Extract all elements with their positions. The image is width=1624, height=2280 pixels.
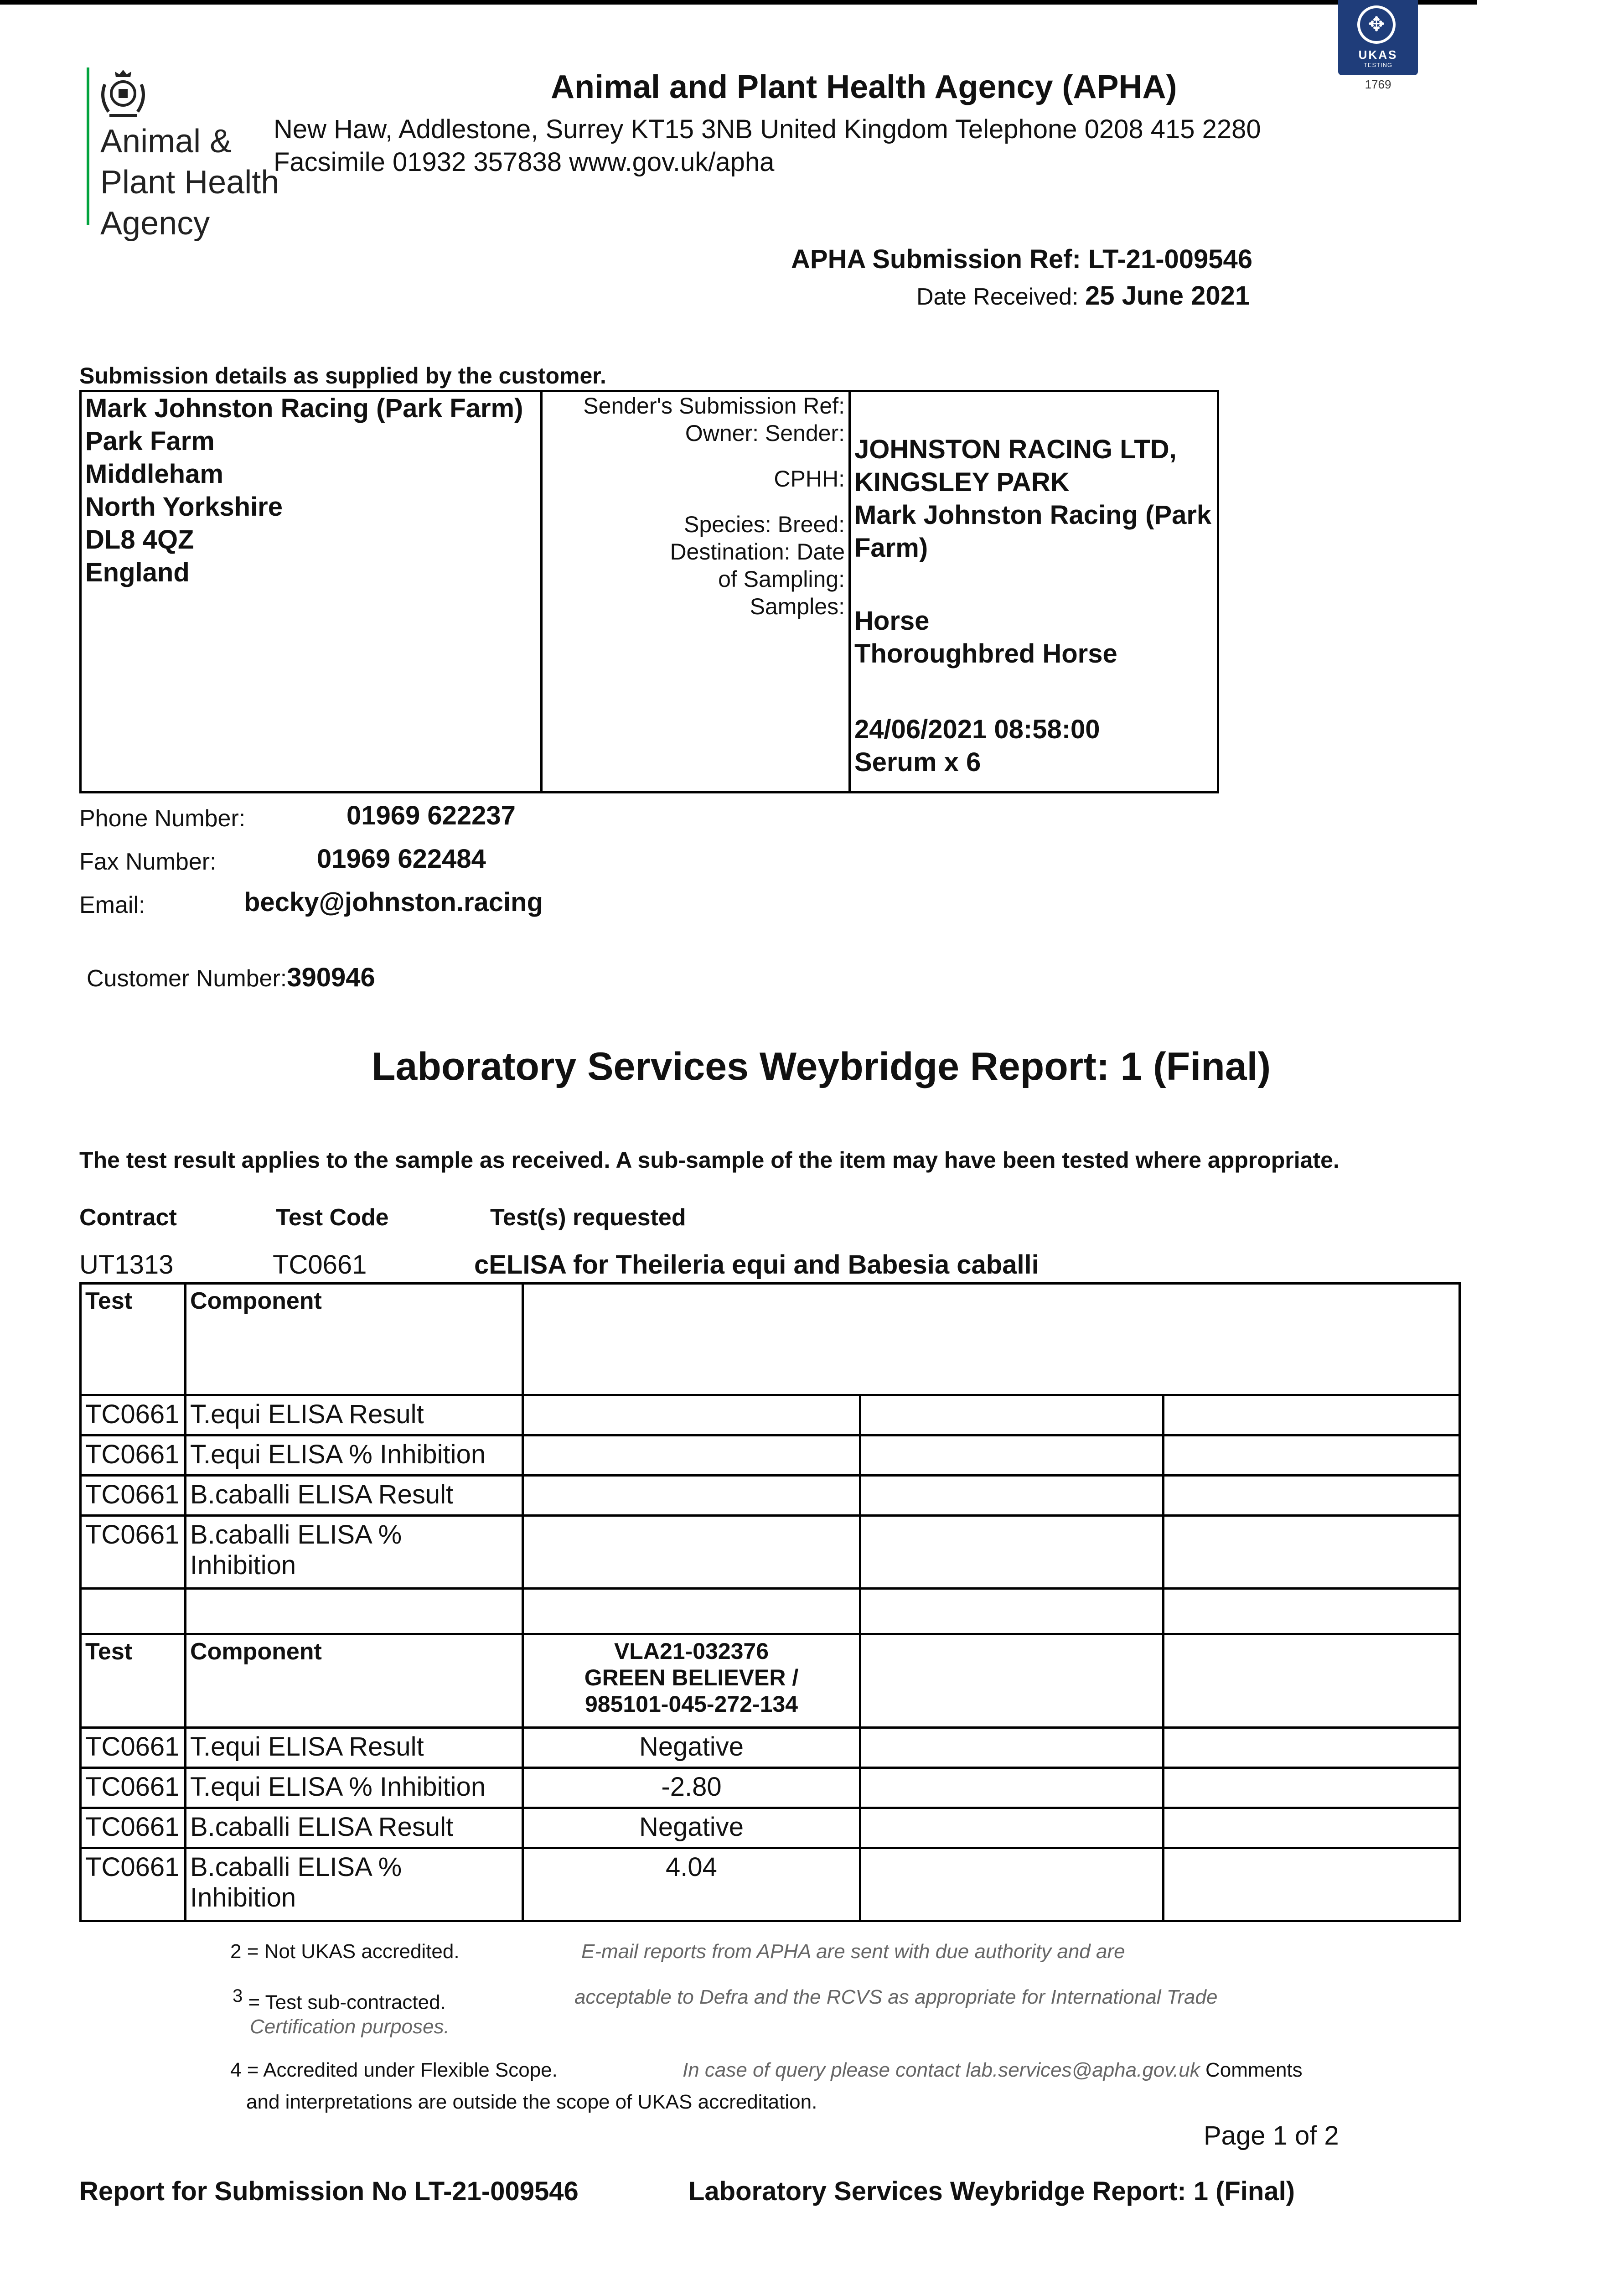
row-component: T.equi ELISA % Inhibition <box>186 1768 523 1808</box>
breed: Thoroughbred Horse <box>854 639 1117 668</box>
report-note: The test result applies to the sample as received. A sub-sample of the item may have been tested where appropriate. <box>79 1147 1340 1173</box>
result-cell <box>1164 1516 1460 1589</box>
result-cell <box>1164 1768 1460 1808</box>
result-cell <box>860 1728 1164 1768</box>
sample-name: GREEN BELIEVER / <box>584 1665 799 1690</box>
result-cell <box>523 1476 860 1516</box>
customer-value: 390946 <box>287 963 375 992</box>
result-cell <box>1164 1395 1460 1435</box>
submission-caption: Submission details as supplied by the customer. <box>79 363 606 389</box>
crown-icon: ✥ <box>1368 13 1385 36</box>
row-component: B.caballi ELISA Result <box>186 1808 523 1848</box>
result-cell <box>860 1395 1164 1435</box>
result-value: Negative <box>523 1728 860 1768</box>
spacer-cell <box>1164 1589 1460 1634</box>
result-cell <box>1164 1476 1460 1516</box>
result-value: Negative <box>523 1808 860 1848</box>
row-test: TC0661 <box>81 1476 186 1516</box>
date-received-label: Date Received: <box>916 284 1079 310</box>
date-received <box>916 280 1250 311</box>
sampling-date: 24/06/2021 08:58:00 <box>854 715 1100 744</box>
ukas-logo <box>1338 0 1418 75</box>
address-line: Mark Johnston Racing (Park Farm) <box>85 394 523 423</box>
address-line-2: Facsimile 01932 357838 www.gov.uk/apha <box>274 147 775 177</box>
logo-text <box>100 121 279 244</box>
label-owner-sender: Owner: Sender: <box>685 420 845 446</box>
row-test: TC0661 <box>81 1848 186 1921</box>
result-cell <box>1164 1728 1460 1768</box>
test-name: cELISA for Theileria equi and Babesia caballi <box>474 1250 1039 1280</box>
phone-label: Phone Number: <box>79 805 246 832</box>
logo-green-bar <box>87 67 89 225</box>
report-title: Laboratory Services Weybridge Report: 1 (Final) <box>372 1045 1271 1088</box>
sample-header-empty <box>860 1634 1164 1728</box>
species: Horse <box>854 606 930 636</box>
row-test: TC0661 <box>81 1395 186 1435</box>
address-line: Park Farm <box>85 426 215 456</box>
result-cell <box>523 1516 860 1589</box>
query-text: In case of query please contact lab.services@apha.gov.uk <box>683 2059 1200 2081</box>
row-component: B.caballi ELISA Result <box>186 1476 523 1516</box>
spacer-cell <box>186 1589 523 1634</box>
row-component: T.equi ELISA % Inhibition <box>186 1435 523 1476</box>
sample-id: VLA21-032376 <box>614 1638 769 1664</box>
ukas-number: 1769 <box>1365 78 1391 91</box>
page-number: Page 1 of 2 <box>1204 2121 1339 2150</box>
logo-line: Animal & <box>100 123 232 160</box>
address-line-1: New Haw, Addlestone, Surrey KT15 3NB United Kingdom Telephone 0208 415 2280 <box>274 114 1261 144</box>
note-subcontracted <box>233 1986 446 2014</box>
submission-values <box>850 391 1218 793</box>
result-cell <box>523 1395 860 1435</box>
label-cphh: CPHH: <box>774 466 845 492</box>
email-label: Email: <box>79 892 145 918</box>
ukas-word: UKAS <box>1358 48 1398 62</box>
header-test: Test <box>81 1634 186 1728</box>
note-3-number: 3 <box>233 1986 243 2006</box>
comments-text: Comments <box>1205 2059 1303 2081</box>
result-cell <box>860 1808 1164 1848</box>
note-3-text: = Test sub-contracted. <box>248 1991 446 2014</box>
label-sender-ref: Sender's Submission Ref: <box>583 393 845 419</box>
label-samples: Samples: <box>750 594 845 619</box>
fax-label: Fax Number: <box>79 849 217 875</box>
col-test-code: Test Code <box>276 1204 389 1231</box>
result-cell <box>1164 1808 1460 1848</box>
row-component: T.equi ELISA Result <box>186 1395 523 1435</box>
fax-value: 01969 622484 <box>317 844 486 874</box>
sample-header <box>523 1634 860 1728</box>
row-test: TC0661 <box>81 1728 186 1768</box>
row-component: T.equi ELISA Result <box>186 1728 523 1768</box>
email-notice-1: E-mail reports from APHA are sent with due authority and are <box>581 1940 1125 1963</box>
report-for-submission: Report for Submission No LT-21-009546 <box>79 2176 579 2206</box>
row-test: TC0661 <box>81 1516 186 1589</box>
spacer-cell <box>81 1589 186 1634</box>
address-line: England <box>85 558 190 587</box>
header-empty <box>523 1284 1460 1395</box>
address-line: DL8 4QZ <box>85 525 194 554</box>
sender-line: Farm) <box>854 533 928 563</box>
date-received-value: 25 June 2021 <box>1085 281 1250 311</box>
contract-value: UT1313 <box>79 1250 174 1280</box>
email-value: becky@johnston.racing <box>244 887 543 917</box>
result-cell <box>860 1848 1164 1921</box>
spacer-cell <box>523 1589 860 1634</box>
result-cell <box>860 1435 1164 1476</box>
owner-line: KINGSLEY PARK <box>854 467 1070 497</box>
row-component <box>186 1516 523 1589</box>
sample-header-empty <box>1164 1634 1460 1728</box>
sender-line: Mark Johnston Racing (Park <box>854 500 1212 530</box>
email-notice-3: Certification purposes. <box>250 2016 450 2038</box>
note-flexible-scope: 4 = Accredited under Flexible Scope. <box>230 2059 558 2081</box>
comments-scope: and interpretations are outside the scope of UKAS accreditation. <box>246 2091 817 2113</box>
top-rule <box>0 0 1477 5</box>
result-cell <box>1164 1848 1460 1921</box>
component-line: Inhibition <box>190 1883 296 1912</box>
customer-address <box>81 391 542 793</box>
label-species-breed: Species: Breed: <box>684 512 845 537</box>
submission-table <box>79 390 1219 793</box>
ukas-sub: TESTING <box>1363 62 1393 68</box>
result-value: 4.04 <box>523 1848 860 1921</box>
results-table-top <box>79 1282 1461 1922</box>
row-test: TC0661 <box>81 1435 186 1476</box>
header-component: Component <box>186 1284 523 1395</box>
submission-ref: APHA Submission Ref: LT-21-009546 <box>791 244 1253 274</box>
result-cell <box>860 1476 1164 1516</box>
test-code-value: TC0661 <box>273 1250 367 1280</box>
agency-title: Animal and Plant Health Agency (APHA) <box>551 69 1177 105</box>
label-destination: Destination: Date <box>670 539 845 565</box>
samples: Serum x 6 <box>854 747 981 777</box>
customer-number <box>87 962 375 993</box>
result-cell <box>860 1768 1164 1808</box>
customer-label: Customer Number: <box>87 965 287 992</box>
sample-microchip: 985101-045-272-134 <box>584 1691 798 1717</box>
result-cell <box>1164 1435 1460 1476</box>
footer-report-name: Laboratory Services Weybridge Report: 1 (Final) <box>688 2176 1295 2206</box>
row-test: TC0661 <box>81 1808 186 1848</box>
royal-crest-icon <box>96 66 150 121</box>
row-component <box>186 1848 523 1921</box>
phone-value: 01969 622237 <box>347 801 516 830</box>
component-line: B.caballi ELISA % <box>190 1852 402 1882</box>
submission-labels <box>542 391 850 793</box>
header-component: Component <box>186 1634 523 1728</box>
result-value: -2.80 <box>523 1768 860 1808</box>
component-line: Inhibition <box>190 1550 296 1580</box>
logo-line: Plant Health <box>100 164 279 201</box>
query-contact <box>683 2059 1303 2082</box>
address-line: Middleham <box>85 459 223 489</box>
result-cell <box>860 1516 1164 1589</box>
spacer-cell <box>860 1589 1164 1634</box>
col-contract: Contract <box>79 1204 177 1231</box>
owner-line: JOHNSTON RACING LTD, <box>854 435 1177 464</box>
label-sampling: of Sampling: <box>718 566 845 592</box>
note-not-accredited: 2 = Not UKAS accredited. <box>230 1940 460 1963</box>
component-line: B.caballi ELISA % <box>190 1520 402 1549</box>
address-line: North Yorkshire <box>85 492 283 522</box>
result-cell <box>523 1435 860 1476</box>
header-test: Test <box>81 1284 186 1395</box>
col-tests-requested: Test(s) requested <box>490 1204 686 1231</box>
logo-line: Agency <box>100 205 210 242</box>
row-test: TC0661 <box>81 1768 186 1808</box>
email-notice-2: acceptable to Defra and the RCVS as appropriate for International Trade <box>574 1986 1218 2008</box>
